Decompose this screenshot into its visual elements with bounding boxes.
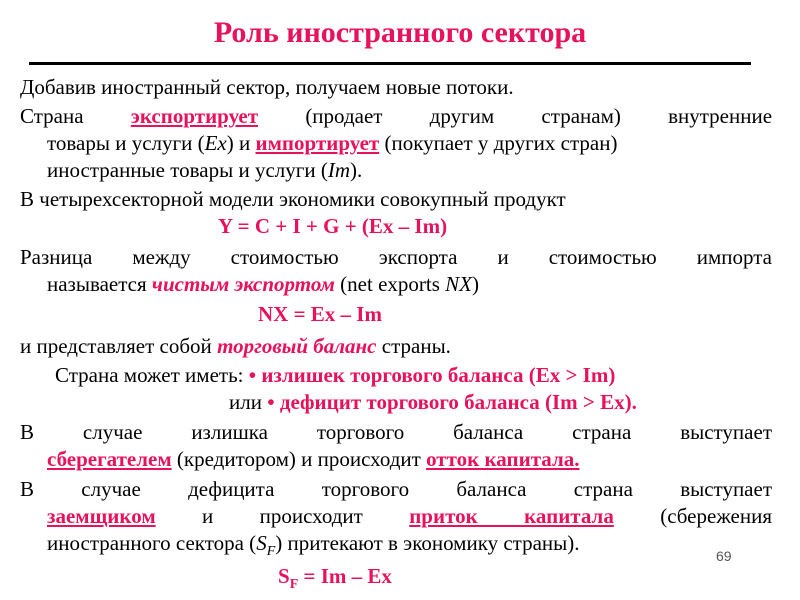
line-trade-balance: и представляет собой торговый баланс страны. bbox=[20, 334, 451, 358]
line-four-sector: В четырехсекторной модели экономики совокупный продукт bbox=[20, 187, 566, 211]
term-surplus: • излишек торгового баланса (Ex > Im) bbox=[248, 363, 616, 387]
term-net-exports: чистым экспортом bbox=[151, 272, 335, 296]
slide-title: Роль иностранного сектора bbox=[213, 16, 587, 49]
line-goods: товары и услуги (Ex) и импортирует (покупает у других стран) bbox=[47, 131, 618, 155]
line-deficit-case: В случае дефицита торгового баланса страна выступает bbox=[20, 477, 772, 501]
term-exports: экспортирует bbox=[130, 104, 259, 128]
page-number: 69 bbox=[716, 548, 732, 564]
term-imports: импортирует bbox=[255, 131, 380, 155]
term-borrower: заемщиком bbox=[47, 504, 156, 528]
line-intro: Добавив иностранный сектор, получаем новые потоки. bbox=[20, 75, 514, 99]
line-deficit: или • дефицит торгового баланса (Im > Ex). bbox=[229, 390, 637, 414]
line-net-exports: называется чистым экспортом (net exports NX) bbox=[47, 272, 479, 296]
line-difference: Разница между стоимостью экспорта и стоимостью импорта bbox=[20, 245, 772, 269]
title-divider bbox=[29, 62, 751, 65]
line-foreign-savings: иностранного сектора $(S_F)$ притекают в экономику страны). bbox=[47, 531, 580, 560]
line-surplus: Страна может иметь: • излишек торгового баланса (Ex > Im) bbox=[55, 363, 616, 387]
formula-foreign-savings: $S_F = Im - Ex$ bbox=[278, 564, 392, 593]
term-saver: сберегателем bbox=[47, 447, 172, 471]
line-saver: сберегателем (кредитором) и происходит отток капитала. bbox=[47, 447, 580, 471]
term-trade-balance: торговый баланс bbox=[217, 334, 377, 358]
term-capital-outflow: отток капитала. bbox=[426, 447, 580, 471]
line-surplus-case: В случае излишка торгового баланса страна выступает bbox=[20, 420, 772, 444]
term-capital-inflow: приток капитала bbox=[409, 504, 614, 528]
formula-net-exports: NX = Ex – Im bbox=[258, 302, 382, 326]
formula-output: Y = C + I + G + (Ex – Im) bbox=[218, 214, 448, 238]
term-deficit: • дефицит торгового баланса (Im > Ex). bbox=[267, 390, 637, 414]
line-borrower: заемщиком и происходит приток капитала (сбережения bbox=[47, 504, 773, 528]
line-foreign-goods: иностранные товары и услуги (Im). bbox=[47, 158, 363, 182]
line-export: Страна экспортирует (продает другим странам) внутренние bbox=[20, 104, 773, 128]
